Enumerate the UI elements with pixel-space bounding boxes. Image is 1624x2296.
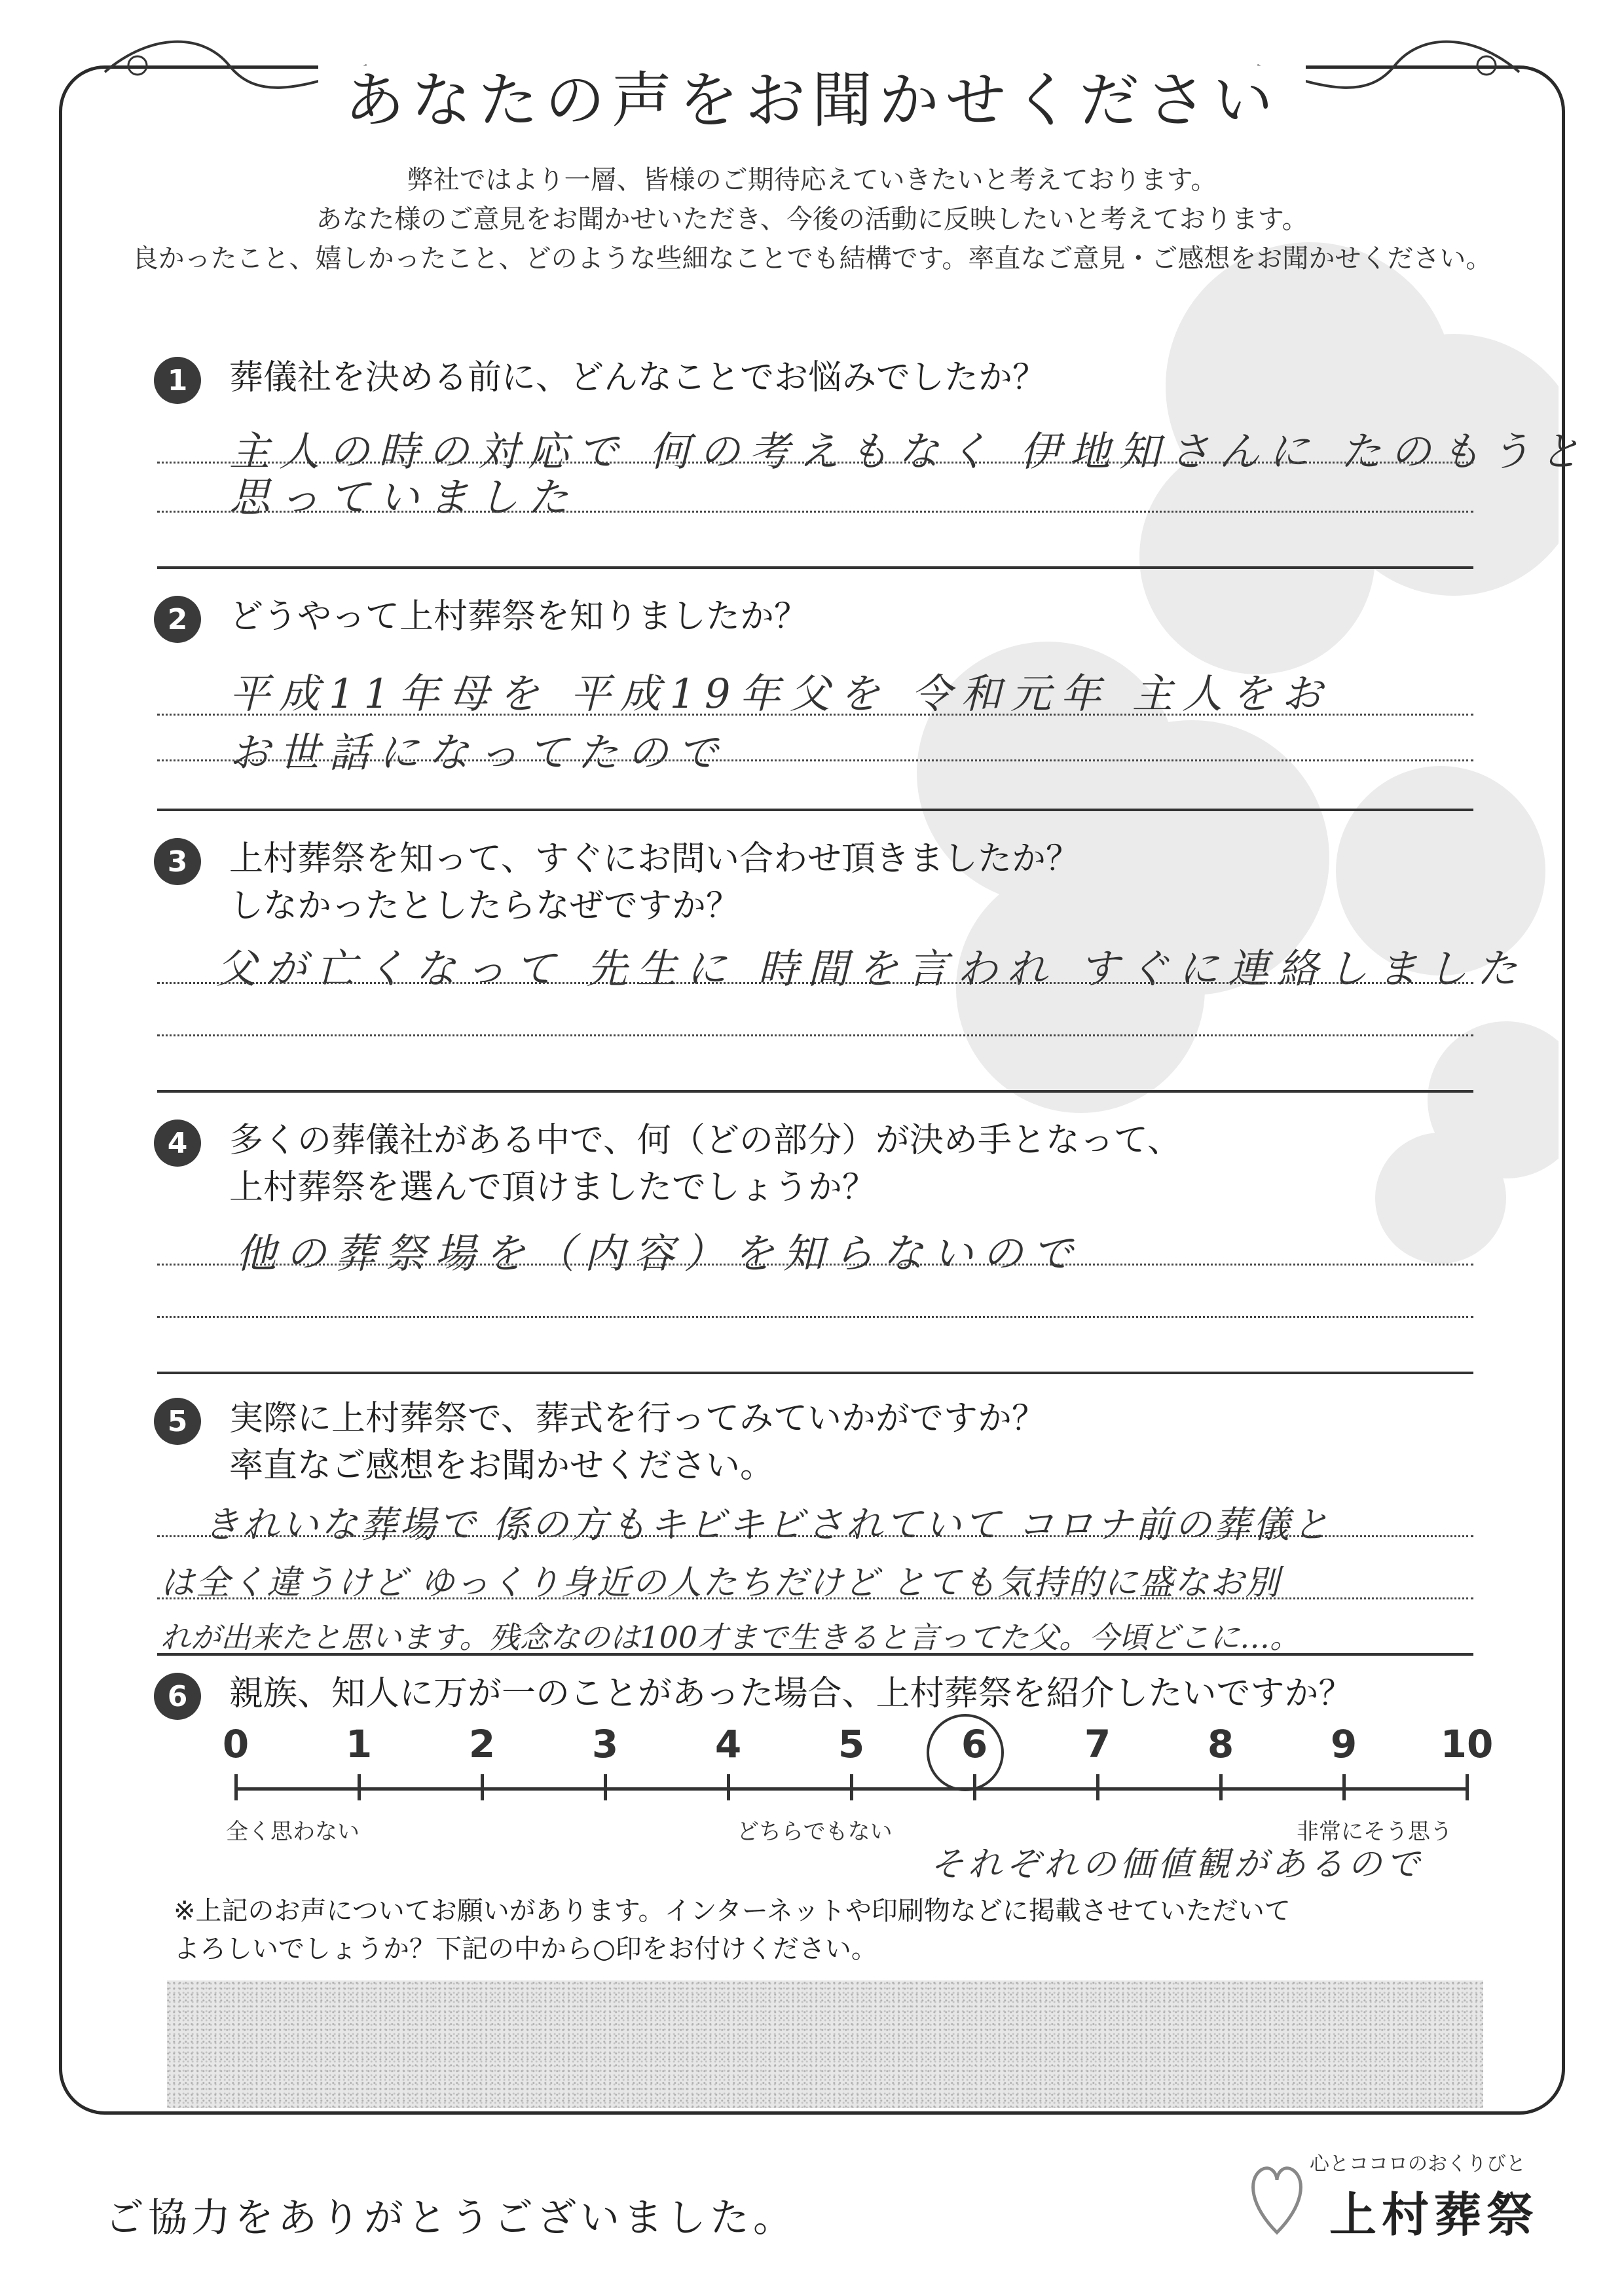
- dotted-line: [157, 462, 1473, 464]
- scale-number-7: 7: [1084, 1722, 1111, 1766]
- scale-number-9: 9: [1330, 1722, 1357, 1766]
- scale-number-10: 10: [1440, 1722, 1494, 1766]
- scale-number-3: 3: [591, 1722, 619, 1766]
- question-number: 3: [154, 838, 201, 885]
- dotted-line: [157, 1034, 1473, 1036]
- scale-number-8: 8: [1207, 1722, 1234, 1766]
- scale-number-1: 1: [345, 1722, 373, 1766]
- answer-1-line-2: 思っていました: [229, 473, 578, 521]
- scale-number-6: 6: [961, 1722, 988, 1766]
- section-divider: [157, 1372, 1473, 1374]
- section-divider: [157, 1090, 1473, 1093]
- logo-tagline: 心とココロのおくりびと: [1310, 2153, 1526, 2176]
- scale-label-low: 全く思わない: [226, 1819, 360, 1845]
- scale-label-high: 非常にそう思う: [1297, 1819, 1452, 1845]
- scale-tick: [1466, 1774, 1469, 1800]
- page-title: あなたの声をお聞かせください: [0, 52, 1624, 139]
- section-divider: [157, 809, 1473, 811]
- dotted-line: [157, 1316, 1473, 1318]
- question-number: 5: [154, 1398, 201, 1445]
- scale-tick: [1219, 1774, 1223, 1800]
- answer-5-line-2: は全く違うけど ゆっくり身近の人たちだけど とても気持的に盛なお別: [160, 1563, 1281, 1603]
- scale-number-4: 4: [714, 1722, 742, 1766]
- company-logo: [1244, 2147, 1559, 2259]
- question-text: どうやって上村葬祭を知りましたか？: [229, 597, 809, 636]
- scale-tick: [1342, 1774, 1346, 1800]
- scale-tick: [850, 1774, 853, 1800]
- dotted-line: [157, 511, 1473, 513]
- scale-tick: [1096, 1774, 1099, 1800]
- logo-brand-name: 上村葬祭: [1329, 2187, 1540, 2242]
- question-text: 多くの葬儀社がある中で、何（どの部分）が決め手となって、 上村葬祭を選んで頂けましたでしょうか？: [229, 1121, 1181, 1207]
- question-text: 葬儀社を決める前に、どんなことでお悩みでしたか？: [229, 358, 1047, 397]
- section-divider: [157, 566, 1473, 569]
- scale-number-5: 5: [838, 1722, 865, 1766]
- dotted-line: [157, 982, 1473, 984]
- intro-text: 弊社ではより一層、皆様のご期待応えていきたいと考えております。 あなた様のご意見をお聞かせいただき、今後の活動に反映したいと考えております。 良かったこと、嬉しかったこと、どのような些細なことでも結構です。率直なご意見・ご感想をお聞かせください。: [132, 165, 1492, 274]
- heart-logo-icon: [1244, 2154, 1310, 2239]
- thank-you-message: ご協力をありがとうございました。: [105, 2195, 796, 2241]
- scale-number-0: 0: [222, 1722, 249, 1766]
- scale-number-2: 2: [468, 1722, 496, 1766]
- answer-5-line-1: きれいな葬場で 係の方もキビキビされていて コロナ前の葬儀と: [203, 1504, 1332, 1546]
- question-text: 上村葬祭を知って、すぐにお問い合わせ頂きましたか？ しなかったとしたらなぜですか？: [229, 839, 1080, 926]
- answer-1-line-1: 主人の時の対応で 何の考えもなく 伊地知さんに たのもうと: [229, 428, 1590, 475]
- publication-request-note: ※上記のお声についてお願いがあります。インターネットや印刷物などに掲載させていただいて よろしいでしょうか？下記の中から○印をお付けください。: [174, 1896, 1291, 1964]
- answer-4-line-1: 他の葬祭場を（内容）を知らないので: [236, 1230, 1082, 1277]
- dotted-line: [157, 1264, 1473, 1266]
- question-text: 実際に上村葬祭で、葬式を行ってみていかがですか？ 率直なご感想をお聞かせください。: [229, 1399, 1046, 1485]
- scale-tick: [358, 1774, 361, 1800]
- scale-label-mid: どちらでもない: [737, 1819, 893, 1845]
- redacted-consent-area: [167, 1980, 1483, 2108]
- answer-5-line-3: れが出来たと思います。残念なのは100才まで生きると言ってた父。今頃どこに…。: [160, 1620, 1301, 1655]
- scale-tick: [481, 1774, 484, 1800]
- dotted-line: [157, 1597, 1473, 1599]
- question-text: 親族、知人に万が一のことがあった場合、上村葬祭を紹介したいですか？: [229, 1674, 1353, 1713]
- answer-6-comment: それぞれの価値観があるので: [930, 1845, 1424, 1884]
- selected-rating-circle: [927, 1714, 1004, 1791]
- question-number: 2: [154, 596, 201, 643]
- question-number: 4: [154, 1120, 201, 1167]
- scale-tick: [604, 1774, 607, 1800]
- question-number: 1: [154, 357, 201, 404]
- answer-2-line-2: お世話になってたので: [229, 729, 728, 776]
- answer-3-line-1: 父が亡くなって 先生に 時間を言われ すぐに連絡しました: [216, 945, 1527, 993]
- dotted-line: [157, 759, 1473, 761]
- dotted-line: [157, 1535, 1473, 1537]
- section-divider: [157, 1653, 1473, 1656]
- scale-tick: [234, 1774, 238, 1800]
- scale-tick: [727, 1774, 730, 1800]
- answer-2-line-1: 平成11年母を 平成19年父を 令和元年 主人をお: [229, 670, 1331, 718]
- dotted-line: [157, 714, 1473, 716]
- question-number: 6: [154, 1673, 201, 1720]
